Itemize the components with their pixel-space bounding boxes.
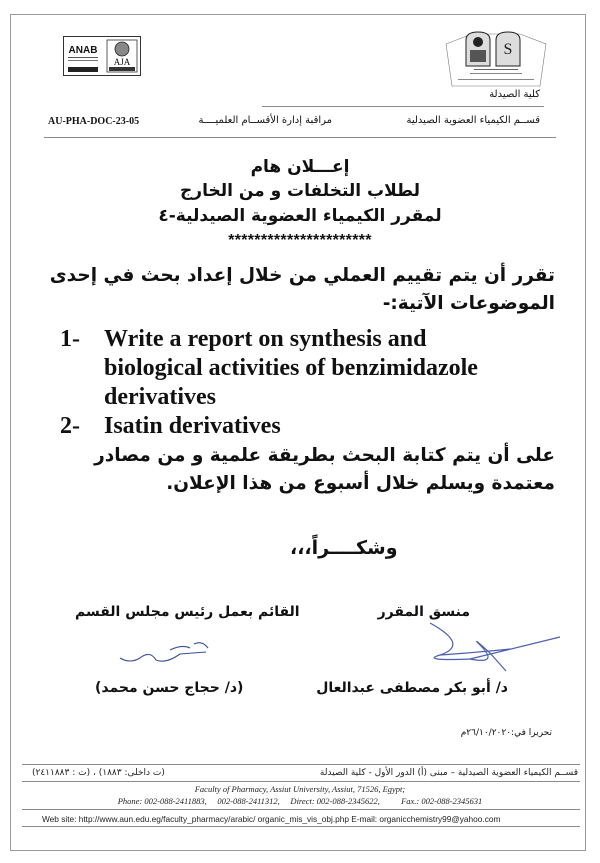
footer-address-english: Faculty of Pharmacy, Assiut University, Assiut, 71526, Egypt; <box>194 784 406 794</box>
course-coordinator-name: د/ أبو بكر مصطفى عبدالعال <box>316 680 508 696</box>
svg-text:S: S <box>503 41 513 58</box>
footer-divider-bottom <box>22 826 580 827</box>
acting-head-label: القائم بعمل رئيس مجلس القسم <box>75 604 300 620</box>
faculty-name: كلية الصيدلة <box>489 89 540 100</box>
footer-divider-top <box>22 764 580 765</box>
accreditation-logos <box>63 36 141 76</box>
submission-note: على أن يتم كتابة البحث بطريقة علمية و من مصادر معتمدة ويسلم خلال أسبوع من هذا الإعلان. <box>94 445 555 494</box>
department-name: قســم الكيمياء العضوية الصيدلية <box>406 115 540 126</box>
topic-1-line-2: biological activities of benzimidazole <box>104 355 478 381</box>
asterisk-divider: ********************** <box>228 232 372 249</box>
course-coordinator-label: منسق المقرر <box>377 604 470 620</box>
header-divider-bottom <box>44 137 556 138</box>
acting-head-signature <box>110 630 220 670</box>
topic-2-number: 2- <box>60 413 80 439</box>
topic-1-line-1: Write a report on synthesis and <box>104 326 427 352</box>
topic-1-line-3: derivatives <box>104 384 216 410</box>
issue-date: تحريرا في:٢٦/١٠/٢٠٢٠م <box>460 728 552 738</box>
header-divider-top <box>262 106 544 107</box>
footer-divider-middle <box>22 781 580 782</box>
svg-text:ANAB: ANAB <box>68 45 98 56</box>
coordinator-signature <box>410 615 580 675</box>
topic-1-number: 1- <box>60 326 80 352</box>
announcement-title: إعـــلان هام <box>250 157 350 177</box>
svg-text:AJA: AJA <box>113 57 131 67</box>
control-office: مراقبة إدارة الأقســام العلميــــة <box>198 115 332 126</box>
closing-thanks: وشكــــراً،،، <box>290 537 398 559</box>
university-seal-logo <box>444 26 548 88</box>
document-code: AU-PHA-DOC-23-05 <box>48 116 140 127</box>
footer-address-arabic: قســم الكيمياء العضوية الصيدلية – مبنى (أ) الدور الأول - كلية الصيدلة <box>319 768 578 778</box>
footer-website-email[interactable]: Web site: http://www.aun.edu.eg/faculty_pharmacy/arabic/ organic_mis_vis_obj.php E-mail: organicchemistry99@yahoo.com <box>42 814 501 824</box>
topic-2-line-1: Isatin derivatives <box>104 413 281 439</box>
footer-phones-english: Phone: 002-088-2411883, 002-088-2411312, Direct: 002-088-2345622, Fax.: 002-088-2345631 <box>117 796 483 806</box>
announcement-course: لمقرر الكيمياء العضوية الصيدلية-٤ <box>158 206 442 226</box>
footer-phones-arabic: (ت داخلى: ١٨٨٣) ، (ت : ٢٤١١٨٨٣) <box>32 768 165 778</box>
announcement-audience: لطلاب التخلفات و من الخارج <box>180 181 420 201</box>
footer-divider-lower <box>22 809 580 810</box>
intro-paragraph: تقرر أن يتم تقييم العملي من خلال إعداد بحث في إحدى الموضوعات الآتية:- <box>49 265 555 314</box>
acting-head-name: (د/ حجاج حسن محمد) <box>95 680 244 696</box>
